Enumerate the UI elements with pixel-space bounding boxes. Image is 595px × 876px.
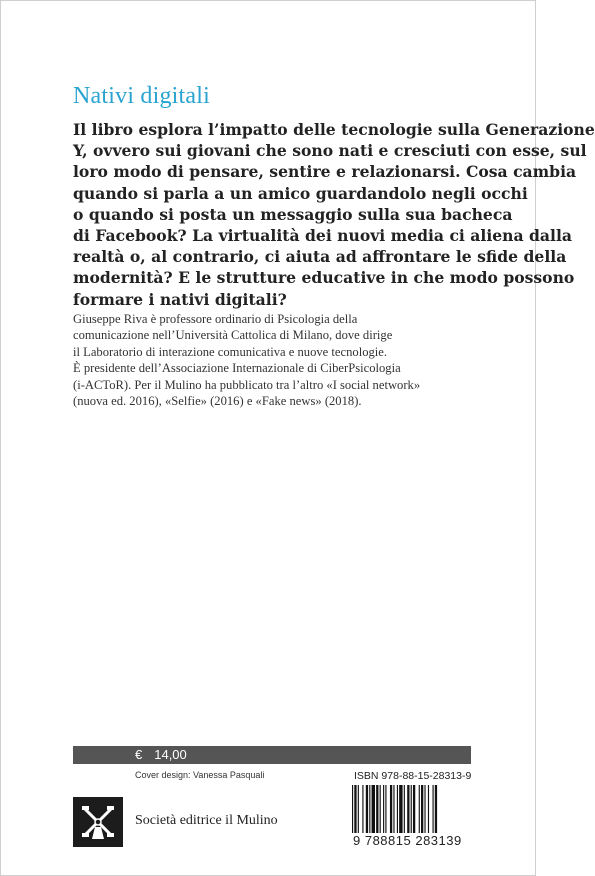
isbn-label: ISBN 978-88-15-28313-9 <box>354 770 472 782</box>
bio-line: Giuseppe Riva è professore ordinario di Psicologia della <box>73 312 358 326</box>
blurb-line: o quando si posta un messaggio sulla sua bacheca <box>73 204 513 224</box>
author-bio <box>73 311 473 409</box>
blurb-line: realtà o, al contrario, ci aiuta ad affrontare le sfide della <box>73 247 567 267</box>
barcode-digits: 9 788815 283139 <box>353 833 462 848</box>
price-label <box>135 746 187 764</box>
bio-line: (nuova ed. 2016), «Selfie» (2016) e «Fake news» (2018). <box>73 394 362 409</box>
price-bar <box>73 746 471 764</box>
currency-symbol: € <box>135 747 143 762</box>
blurb-line: di Facebook? La virtualità dei nuovi media ci aliena dalla <box>73 226 572 246</box>
price-amount: 14,00 <box>154 747 187 762</box>
windmill-icon <box>73 797 123 847</box>
blurb-line: Y, ovvero sui giovani che sono nati e cresciuti con esse, sul <box>73 141 587 161</box>
bio-line: È presidente dell’Associazione Internazionale di CiberPsicologia <box>73 361 401 376</box>
bio-line: (i-ACToR). Per il Mulino ha pubblicato tra l’altro «I social network» <box>73 377 421 392</box>
blurb-line: formare i nativi digitali? <box>73 289 287 309</box>
cover-design-credit: Cover design: Vanessa Pasquali <box>135 770 265 780</box>
bio-line: comunicazione nell’Università Cattolica di Milano, dove dirige <box>73 328 393 343</box>
bio-line: il Laboratorio di interazione comunicativa e nuove tecnologie. <box>73 344 388 359</box>
book-title: Nativi digitali <box>73 83 210 109</box>
blurb-line: loro modo di pensare, sentire e relazionarsi. Cosa cambia <box>73 162 577 182</box>
barcode <box>351 785 471 833</box>
book-blurb <box>73 119 595 310</box>
blurb-line: modernità? E le strutture educative in che modo possono <box>73 268 575 288</box>
blurb-line: Il libro esplora l’impatto delle tecnologie sulla Generazione <box>73 120 595 139</box>
blurb-line: quando si parla a un amico guardandolo negli occhi <box>73 183 528 203</box>
publisher-name: Società editrice il Mulino <box>135 813 278 828</box>
